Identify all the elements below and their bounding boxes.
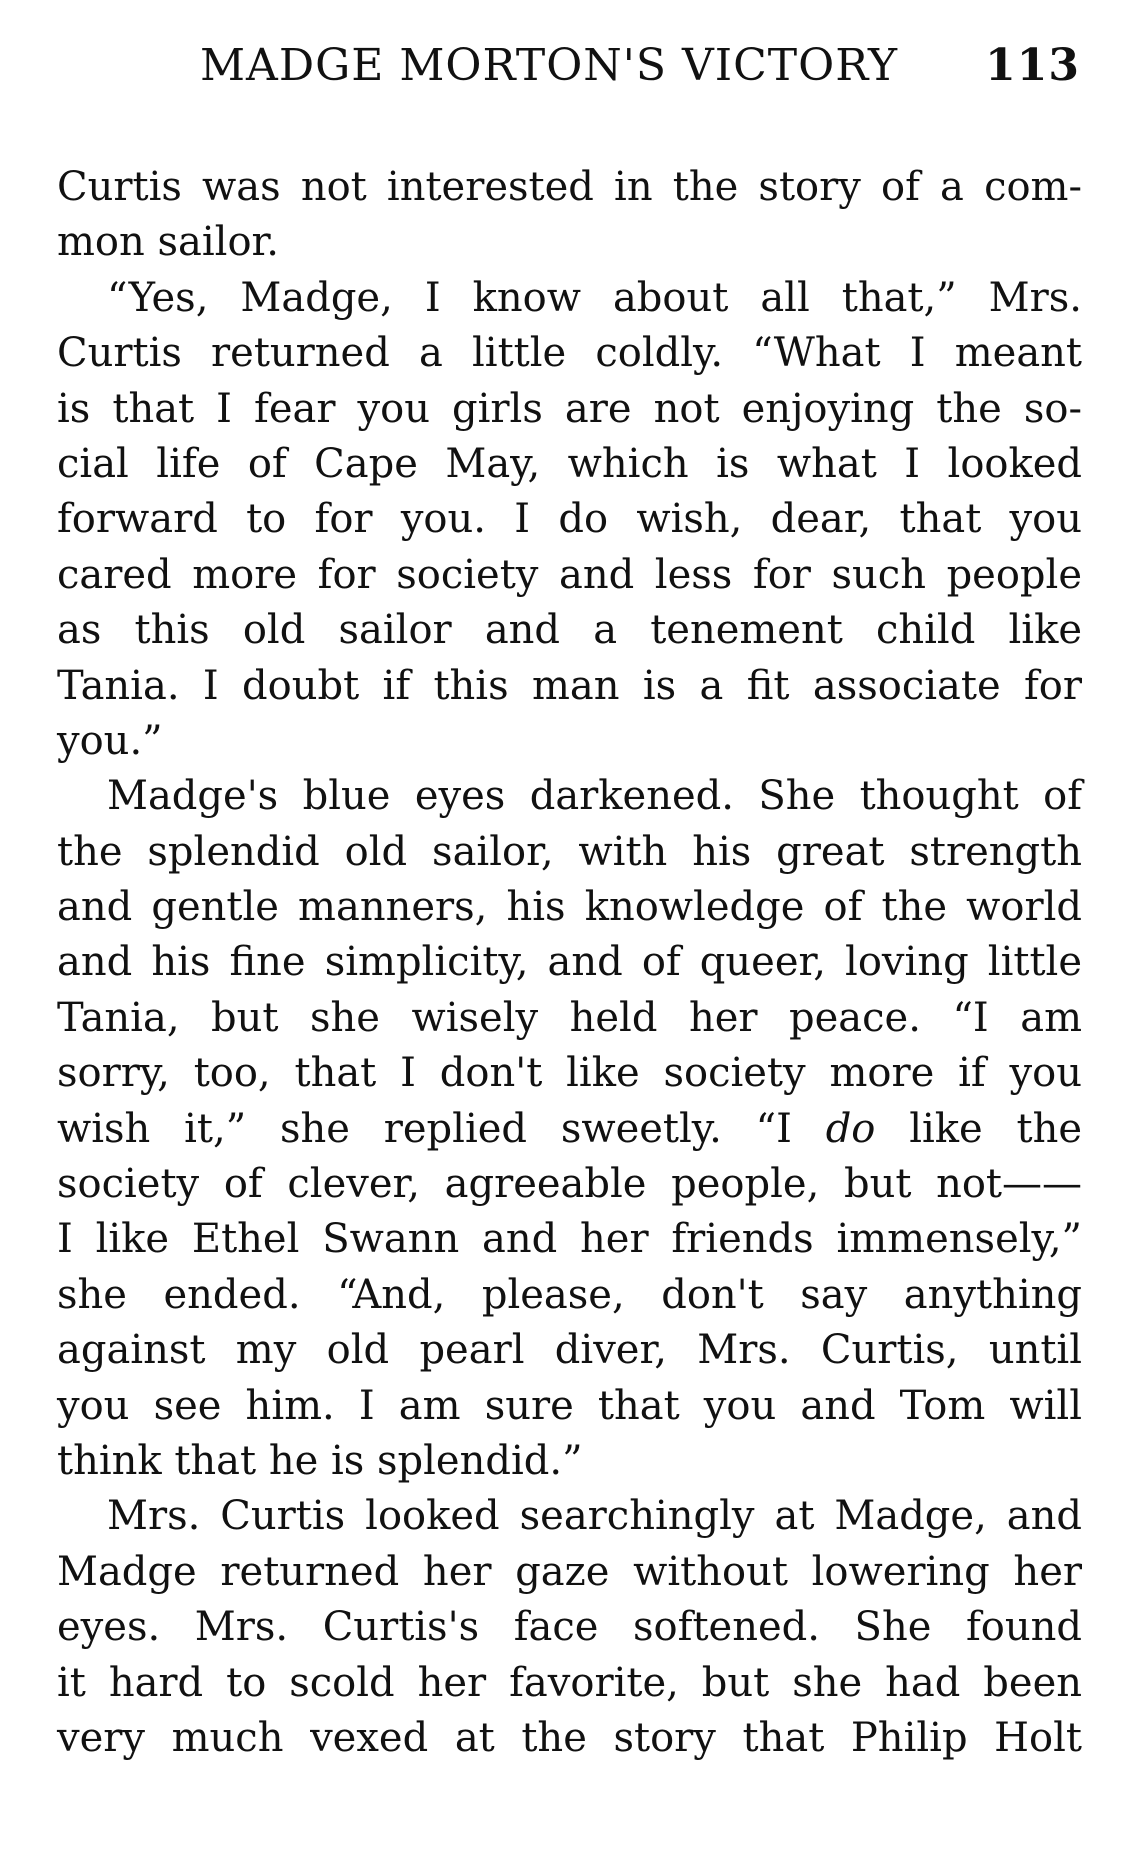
text-line: against my old pearl diver, Mrs. Curtis, until (57, 1327, 1082, 1374)
text-line: it hard to scold her favorite, but she had been (57, 1659, 1082, 1706)
text-line-end: like the (909, 1105, 1083, 1152)
text-line: Tania, but she wisely held her peace. “I am (57, 994, 1082, 1041)
page-number: 113 (985, 40, 1080, 91)
text-line: the splendid old sailor, with his great strength (57, 828, 1082, 875)
text-line: Madge's blue eyes darkened. She thought of (107, 773, 1082, 820)
body-text (57, 160, 1082, 1766)
text-line: cial life of Cape May, which is what I looked (57, 440, 1082, 487)
text-line: is that I fear you girls are not enjoying the so- (57, 385, 1082, 432)
text-line: as this old sailor and a tenement child like (57, 607, 1082, 654)
text-line: I like Ethel Swann and her friends immensely,” (57, 1216, 1082, 1263)
text-line: and his fine simplicity, and of queer, loving little (57, 939, 1082, 986)
text-line: Curtis returned a little coldly. “What I meant (57, 330, 1082, 377)
text-line: very much vexed at the story that Philip Holt (57, 1714, 1082, 1761)
text-line (57, 1102, 1082, 1157)
text-line: cared more for society and less for such people (57, 551, 1082, 598)
text-line: and gentle manners, his knowledge of the world (57, 884, 1082, 931)
text-line: forward to for you. I do wish, dear, that you (57, 496, 1082, 543)
text-line-start: wish it,” she replied sweetly. “I (57, 1105, 792, 1152)
text-line: Madge returned her gaze without lowering her (57, 1548, 1082, 1595)
text-line: think that he is splendid.” (57, 1437, 583, 1484)
text-line: Tania. I doubt if this man is a fit associate for (57, 662, 1082, 709)
running-head (200, 40, 1080, 100)
text-line: mon sailor. (57, 219, 279, 266)
text-line: Mrs. Curtis looked searchingly at Madge, and (107, 1493, 1082, 1540)
text-line: she ended. “And, please, don't say anything (57, 1271, 1082, 1318)
text-line: society of clever, agreeable people, but not—— (57, 1161, 1082, 1208)
text-line: you see him. I am sure that you and Tom will (57, 1382, 1082, 1429)
text-line: sorry, too, that I don't like society more if you (57, 1050, 1082, 1097)
emphasized-word: do (825, 1105, 876, 1152)
text-line: Curtis was not interested in the story of a com- (57, 164, 1082, 210)
text-line: “Yes, Madge, I know about all that,” Mrs. (107, 274, 1082, 321)
running-title: MADGE MORTON'S VICTORY (200, 40, 899, 91)
text-line: eyes. Mrs. Curtis's face softened. She found (57, 1604, 1082, 1651)
text-line: you.” (57, 717, 163, 764)
